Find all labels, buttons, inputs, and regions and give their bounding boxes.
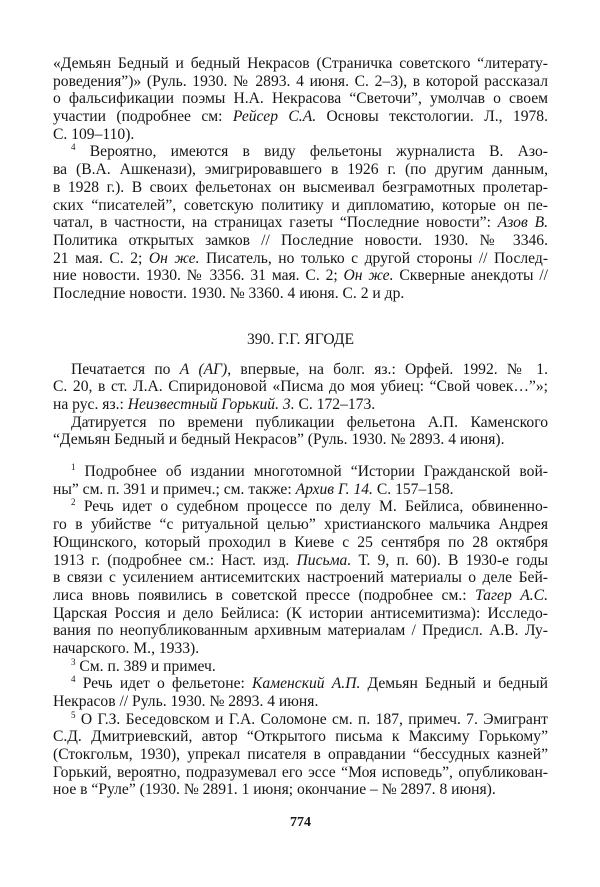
text: участии (подробнее см: xyxy=(53,108,233,126)
text: О Г.З. Беседовском и Г.А. Соломоне см. п. 187, примеч. 7. Эмигрант xyxy=(80,710,548,728)
text-line xyxy=(53,675,548,693)
text-line xyxy=(53,108,548,126)
text: С. 157–158. xyxy=(372,480,454,498)
paragraph xyxy=(53,498,548,657)
text-line xyxy=(53,764,548,782)
text-line xyxy=(53,361,548,379)
text: ное в “Руле” (1930. № 2891. 1 июня; окончание – № 2897. 8 июня). xyxy=(53,781,496,799)
text: Т. 9, п. 60). В 1930-е годы xyxy=(351,551,548,569)
italic-text: Каменский А.П. xyxy=(252,675,361,693)
text: (Стокгольм, 1930), упрекал писателя в оправдании “бессудных казней” xyxy=(53,746,548,764)
text: ва (В.А. Ашкенази), эмигрировавшего в 1926 г. (по другим данным, xyxy=(53,161,548,179)
footnote-marker: 4 xyxy=(71,674,76,685)
footnote-marker: 5 xyxy=(71,709,76,720)
text: вания по неопубликованным архивным материалам / Предисл. А.В. Лу- xyxy=(53,622,548,640)
page-column xyxy=(53,55,548,831)
text: Подробнее об издании многотомной “Истории Гражданской вой- xyxy=(84,463,548,481)
text: о фальсификации поэмы Н.А. Некрасова “Светочи”, умолчав о своем xyxy=(53,90,548,108)
text-line xyxy=(53,179,548,197)
text: С. 109–110). xyxy=(53,125,135,143)
text-line xyxy=(53,463,548,481)
text-line xyxy=(53,534,548,552)
text: Основы текстологии. Л., 1978. xyxy=(316,108,548,126)
text-line xyxy=(53,161,548,179)
text: Ющинского, который проходил в Киеве с 25 сентября по 28 октября xyxy=(53,533,548,551)
text: Горький, вероятно, подразумевал его эссе “Моя исповедь”, опубликован- xyxy=(53,763,548,781)
text-line xyxy=(53,481,548,499)
text-line xyxy=(53,781,548,799)
text: в связи с усилением антисемитских настроений материалы о деле Бей- xyxy=(53,569,548,587)
text-line xyxy=(53,587,548,605)
text-line xyxy=(53,250,548,268)
text: го в убийстве “с ритуальной целью” христианского мальчика Андрея xyxy=(53,516,548,534)
paragraph xyxy=(53,675,548,710)
text: на рус. яз.: xyxy=(53,396,128,413)
paragraph xyxy=(53,414,548,449)
paragraph xyxy=(53,55,548,143)
text-line xyxy=(53,143,548,161)
text: чатал, в частности, на страницах газеты “Последние новости”: xyxy=(53,214,498,232)
text-line xyxy=(53,516,548,534)
italic-text: Он же. xyxy=(148,249,200,267)
text-line xyxy=(53,728,548,746)
text: Печатается по xyxy=(71,360,180,378)
letter-commentary xyxy=(53,361,548,449)
footnote-marker: 3 xyxy=(71,656,76,667)
text: 21 мая. С. 2; xyxy=(53,249,149,267)
continued-footnotes xyxy=(53,55,548,303)
letter-heading: 390. Г.Г. ЯГОДЕ xyxy=(246,330,355,348)
text: , впервые, на болг. яз.: Орфей. 1992. № 1. xyxy=(227,360,548,378)
text: Речь идет о судебном процессе по делу М. Бейлиса, обвиненно- xyxy=(83,498,549,516)
text-line xyxy=(53,569,548,587)
page-number: 774 xyxy=(290,815,311,831)
text-line xyxy=(53,267,548,285)
footnote-marker: 4 xyxy=(71,142,76,153)
italic-text: А (АГ) xyxy=(179,360,228,378)
text-line xyxy=(53,746,548,764)
text: ние новости. 1930. № 3356. 31 мая. С. 2; xyxy=(53,267,344,285)
text-line xyxy=(53,378,548,396)
text: Речь идет о фельетоне: xyxy=(82,675,253,693)
text-line xyxy=(53,640,548,658)
text: С.Д. Дмитриевский, автор “Открытого письма к Максиму Горькому” xyxy=(53,728,548,746)
text: ны” см. п. 391 и примеч.; см. также: xyxy=(53,480,296,498)
paragraph xyxy=(53,143,548,302)
text-line xyxy=(53,414,548,432)
text: ских “писателей”, советскую политику и дипломатию, которые он пе- xyxy=(53,196,548,214)
text-line xyxy=(53,232,548,250)
italic-text: Он же. xyxy=(343,267,394,285)
italic-text: Неизвестный Горький. 3. xyxy=(127,396,295,413)
paragraph xyxy=(53,361,548,414)
text-line xyxy=(53,622,548,640)
italic-text: Архив Г. 14. xyxy=(295,480,373,498)
italic-text: Азов В. xyxy=(497,214,548,232)
text: Вероятно, имеются в виду фельетоны журналиста В. Азо- xyxy=(89,143,548,161)
text-line xyxy=(53,552,548,570)
text-line xyxy=(53,693,548,711)
text: “Демьян Бедный и бедный Некрасов” (Руль. 1930. № 2893. 4 июня). xyxy=(53,431,505,449)
text-line xyxy=(53,214,548,232)
text: Царская Россия и дело Бейлиса: (К истории антисемитизма): Исследо- xyxy=(53,604,548,622)
text-line xyxy=(53,498,548,516)
text: Политика открытых замков // Последние новости. 1930. № 3346. xyxy=(53,231,548,249)
text: начарского. М., 1933). xyxy=(53,639,200,657)
text-line xyxy=(53,658,548,676)
paragraph xyxy=(53,658,548,676)
text: Датируется по времени публикации фельетона А.П. Каменского xyxy=(71,413,548,431)
italic-text: Рейсер С.А. xyxy=(232,108,317,126)
text: Писатель, но только с другой стороны // Послед- xyxy=(199,249,549,267)
text: Демьян Бедный и бедный xyxy=(360,675,548,693)
text-line xyxy=(53,396,548,414)
text-line xyxy=(53,55,548,73)
text: «Демьян Бедный и бедный Некрасов (Страничка советского “литерату- xyxy=(53,55,548,72)
text-line xyxy=(53,73,548,91)
text-line xyxy=(53,90,548,108)
text: Последние новости. 1930. № 3360. 4 июня. С. 2 и др. xyxy=(53,284,405,302)
text-line xyxy=(53,197,548,215)
text-line xyxy=(53,711,548,729)
italic-text: Тагер А.С. xyxy=(475,586,548,604)
text: роведения”)» (Руль. 1930. № 2893. 4 июня. С. 2–3), в которой рассказал xyxy=(53,72,548,90)
text: Некрасов // Руль. 1930. № 2893. 4 июня. xyxy=(53,693,319,710)
paragraph xyxy=(53,711,548,799)
text: лиса вновь появились в советской прессе (подробнее см.: xyxy=(53,586,476,604)
text-line xyxy=(53,431,548,449)
text-line xyxy=(53,285,548,303)
text: С. 172–173. xyxy=(294,396,376,413)
italic-text: Письма. xyxy=(296,551,352,569)
text: С. 20, в ст. Л.А. Спиридоновой «Писма до моя убиец: “Свой човек…”»; xyxy=(53,378,548,396)
text: См. п. 389 и примеч. xyxy=(79,657,216,675)
text-line xyxy=(53,126,548,144)
text: в 1928 г.). В своих фельетонах он высмеивал безграмотных пролетар- xyxy=(53,178,548,196)
footnotes xyxy=(53,463,548,799)
text: 1913 г. (подробнее см.: Наст. изд. xyxy=(53,551,297,569)
text-line xyxy=(53,605,548,623)
footnote-marker: 2 xyxy=(71,497,76,508)
text: Скверные анекдоты // xyxy=(393,267,549,285)
footnote-marker: 1 xyxy=(71,462,76,473)
paragraph xyxy=(53,463,548,498)
